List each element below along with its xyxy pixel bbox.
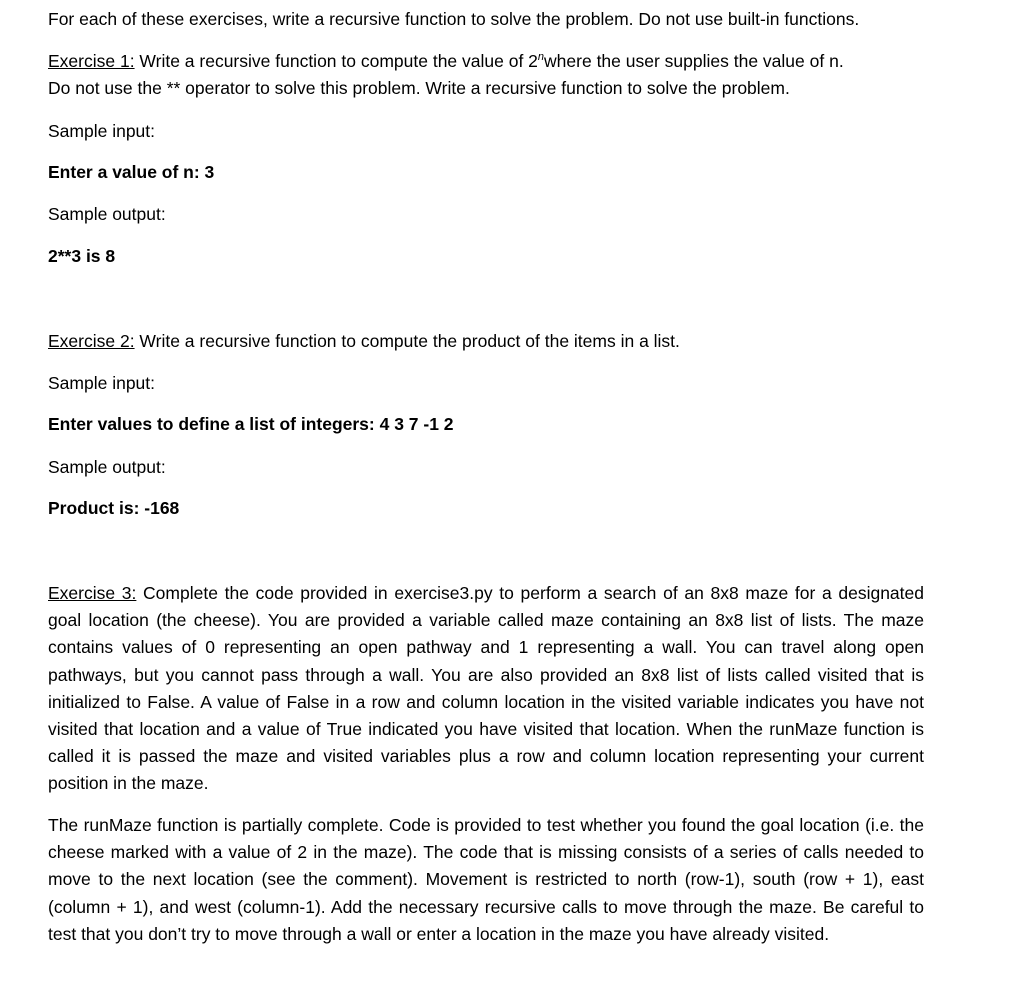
exercise-3-label: Exercise 3: — [48, 583, 137, 603]
exercise-2-sample-input-label: Sample input: — [48, 373, 156, 393]
exercise-1-sample-output: 2**3 is 8 — [48, 246, 116, 266]
exercise-2-line — [48, 328, 680, 355]
intro-text: For each of these exercises, write a recursive function to solve the problem. Do not use built-in functions. — [48, 9, 860, 29]
exercise-1-line-1 — [48, 48, 844, 75]
exercise-2-sample-output: Product is: -168 — [48, 498, 180, 518]
exercise-2-label: Exercise 2: — [48, 331, 135, 351]
exercise-1-exponent: n — [537, 51, 545, 63]
exercise-1-label: Exercise 1: — [48, 51, 135, 71]
exercise-1-sample-input: Enter a value of n: 3 — [48, 162, 215, 182]
exercise-2-sample-output-label: Sample output: — [48, 457, 166, 477]
exercise-1-text-b: where the user supplies the value of n. — [544, 51, 844, 71]
exercise-1-line-2: Do not use the ** operator to solve this problem. Write a recursive function to solve the problem. — [48, 78, 790, 98]
exercise-2-sample-input: Enter values to define a list of integers: 4 3 7 -1 2 — [48, 414, 454, 434]
exercise-1-sample-output-label: Sample output: — [48, 204, 166, 224]
exercise-3-paragraph-1 — [48, 580, 924, 798]
exercise-1-text-a: Write a recursive function to compute the value of 2 — [134, 51, 538, 71]
exercise-3-paragraph-2: The runMaze function is partially complete. Code is provided to test whether you found the goal location (i.e. the cheese marked with a value of 2 in the maze). The code that is missing consists of a series of calls needed to move to the next location (see the comment). Movement is restricted to north (row-1), south (row + 1), east (column + 1), and west (column-1). Add the necessary recursive calls to move through the maze. Be careful to test that you don’t try to move through a wall or enter a location in the maze you have already visited. — [48, 815, 924, 944]
exercise-2-text: Write a recursive function to compute the product of the items in a list. — [134, 331, 680, 351]
exercise-1-sample-input-label: Sample input: — [48, 121, 156, 141]
exercise-3-text: Complete the code provided in exercise3.py to perform a search of an 8x8 maze for a designated goal location (the cheese). You are provided a variable called maze containing an 8x8 list of lists. The maze contains values of 0 representing an open pathway and 1 representing a wall. You can travel along open pathways, but you cannot pass through a wall. You are also provided an 8x8 list of lists called visited that is initialized to False. A value of False in a row and column location in the visited variable indicates you have not visited that location and a value of True indicated you have visited that location. When the runMaze function is called it is passed the maze and visited variables plus a row and column location representing your current position in the maze. — [48, 583, 924, 794]
